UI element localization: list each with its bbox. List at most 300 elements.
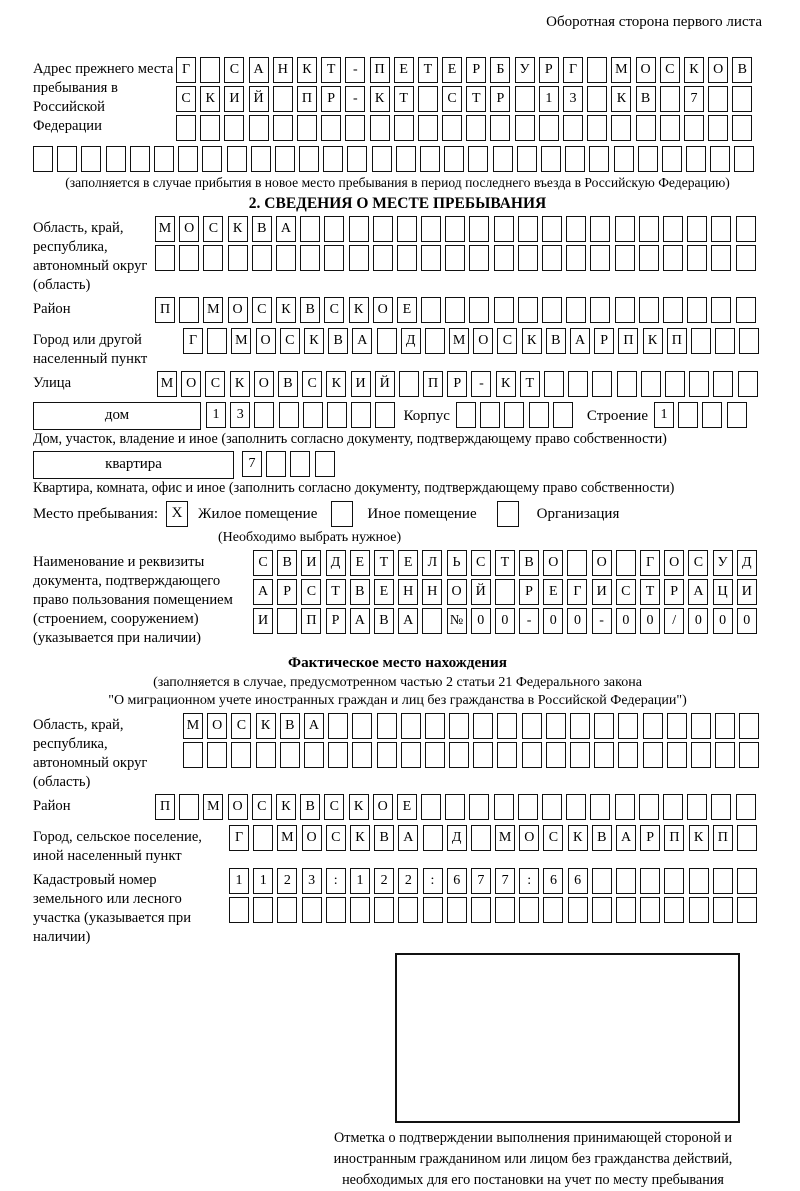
char-box[interactable]: И xyxy=(224,86,244,112)
char-box[interactable] xyxy=(471,825,491,851)
char-box[interactable]: В xyxy=(300,794,320,820)
char-box[interactable] xyxy=(273,115,293,141)
char-box[interactable]: : xyxy=(423,868,443,894)
char-box[interactable] xyxy=(708,115,728,141)
char-box[interactable] xyxy=(567,550,587,576)
char-box[interactable]: С xyxy=(471,550,491,576)
char-box[interactable]: С xyxy=(497,328,517,354)
char-box[interactable]: В xyxy=(300,297,320,323)
char-box[interactable] xyxy=(691,742,711,768)
char-box[interactable] xyxy=(715,328,735,354)
char-box[interactable] xyxy=(711,794,731,820)
char-box[interactable] xyxy=(736,297,756,323)
char-box[interactable] xyxy=(469,794,489,820)
char-box[interactable]: Н xyxy=(422,579,442,605)
char-box[interactable] xyxy=(592,371,612,397)
char-box[interactable]: Т xyxy=(394,86,414,112)
char-box[interactable] xyxy=(494,794,514,820)
char-box[interactable] xyxy=(504,402,524,428)
char-box[interactable]: Н xyxy=(398,579,418,605)
char-box[interactable] xyxy=(347,146,367,172)
char-box[interactable] xyxy=(421,245,441,271)
char-box[interactable]: О xyxy=(181,371,201,397)
char-box[interactable] xyxy=(154,146,174,172)
char-box[interactable] xyxy=(130,146,150,172)
char-box[interactable] xyxy=(328,742,348,768)
char-box[interactable]: 1 xyxy=(654,402,674,428)
char-box[interactable] xyxy=(727,402,747,428)
char-box[interactable]: - xyxy=(345,86,365,112)
char-box[interactable] xyxy=(207,742,227,768)
char-box[interactable] xyxy=(615,245,635,271)
char-box[interactable]: М xyxy=(277,825,297,851)
char-box[interactable] xyxy=(469,216,489,242)
char-box[interactable]: П xyxy=(155,794,175,820)
char-box[interactable] xyxy=(203,245,223,271)
char-box[interactable]: С xyxy=(302,371,322,397)
char-box[interactable]: Т xyxy=(520,371,540,397)
char-box[interactable] xyxy=(229,897,249,923)
char-box[interactable]: П xyxy=(423,371,443,397)
char-box[interactable] xyxy=(471,897,491,923)
char-box[interactable] xyxy=(689,371,709,397)
char-box[interactable] xyxy=(200,57,220,83)
char-box[interactable] xyxy=(202,146,222,172)
char-box[interactable]: - xyxy=(345,57,365,83)
char-box[interactable] xyxy=(300,216,320,242)
char-box[interactable] xyxy=(568,897,588,923)
char-box[interactable]: К xyxy=(370,86,390,112)
char-box[interactable] xyxy=(351,402,371,428)
char-box[interactable]: В xyxy=(277,550,297,576)
char-box[interactable] xyxy=(277,897,297,923)
char-box[interactable]: Г xyxy=(183,328,203,354)
char-box[interactable]: А xyxy=(616,825,636,851)
char-box[interactable]: У xyxy=(515,57,535,83)
char-box[interactable] xyxy=(710,146,730,172)
char-box[interactable] xyxy=(207,328,227,354)
char-box[interactable]: С xyxy=(616,579,636,605)
char-box[interactable]: Р xyxy=(539,57,559,83)
char-box[interactable] xyxy=(444,146,464,172)
char-box[interactable] xyxy=(662,146,682,172)
char-box[interactable] xyxy=(546,742,566,768)
char-box[interactable]: 0 xyxy=(567,608,587,634)
char-box[interactable]: 1 xyxy=(350,868,370,894)
char-box[interactable] xyxy=(542,245,562,271)
char-box[interactable] xyxy=(660,86,680,112)
char-box[interactable] xyxy=(590,245,610,271)
char-box[interactable] xyxy=(736,794,756,820)
char-box[interactable]: Р xyxy=(519,579,539,605)
char-box[interactable] xyxy=(418,115,438,141)
char-box[interactable]: Й xyxy=(375,371,395,397)
char-box[interactable]: О xyxy=(592,550,612,576)
char-box[interactable]: 0 xyxy=(737,608,757,634)
char-box[interactable] xyxy=(276,245,296,271)
char-box[interactable] xyxy=(275,146,295,172)
char-box[interactable]: О xyxy=(373,297,393,323)
char-box[interactable]: Т xyxy=(466,86,486,112)
char-box[interactable]: В xyxy=(546,328,566,354)
char-box[interactable]: О xyxy=(373,794,393,820)
char-box[interactable] xyxy=(713,371,733,397)
char-box[interactable] xyxy=(715,713,735,739)
char-box[interactable] xyxy=(565,146,585,172)
char-box[interactable] xyxy=(715,742,735,768)
char-box[interactable]: К xyxy=(349,297,369,323)
char-box[interactable]: В xyxy=(252,216,272,242)
char-box[interactable] xyxy=(643,742,663,768)
char-box[interactable] xyxy=(518,794,538,820)
char-box[interactable]: О xyxy=(207,713,227,739)
char-box[interactable] xyxy=(323,146,343,172)
char-box[interactable] xyxy=(352,713,372,739)
char-box[interactable]: С xyxy=(688,550,708,576)
char-box[interactable] xyxy=(279,402,299,428)
char-box[interactable] xyxy=(327,402,347,428)
char-box[interactable]: О xyxy=(256,328,276,354)
char-box[interactable]: П xyxy=(301,608,321,634)
char-box[interactable] xyxy=(179,794,199,820)
char-box[interactable] xyxy=(664,897,684,923)
char-box[interactable]: П xyxy=(370,57,390,83)
char-box[interactable] xyxy=(473,742,493,768)
char-box[interactable] xyxy=(592,868,612,894)
char-box[interactable]: С xyxy=(231,713,251,739)
char-box[interactable]: С xyxy=(324,297,344,323)
char-box[interactable] xyxy=(732,86,752,112)
char-box[interactable]: С xyxy=(205,371,225,397)
char-box[interactable]: Й xyxy=(471,579,491,605)
char-box[interactable] xyxy=(518,245,538,271)
char-box[interactable]: Е xyxy=(543,579,563,605)
char-box[interactable] xyxy=(691,328,711,354)
char-box[interactable] xyxy=(738,371,758,397)
char-box[interactable] xyxy=(352,742,372,768)
char-box[interactable] xyxy=(466,115,486,141)
char-box[interactable]: А xyxy=(398,825,418,851)
char-box[interactable]: Р xyxy=(277,579,297,605)
char-box[interactable] xyxy=(252,245,272,271)
char-box[interactable]: 2 xyxy=(374,868,394,894)
char-box[interactable]: Р xyxy=(326,608,346,634)
char-box[interactable] xyxy=(522,713,542,739)
char-box[interactable] xyxy=(736,216,756,242)
char-box[interactable]: И xyxy=(737,579,757,605)
char-box[interactable] xyxy=(566,216,586,242)
char-box[interactable] xyxy=(663,297,683,323)
char-box[interactable] xyxy=(639,245,659,271)
char-box[interactable]: Б xyxy=(490,57,510,83)
char-box[interactable]: Р xyxy=(640,825,660,851)
char-box[interactable]: К xyxy=(643,328,663,354)
char-box[interactable] xyxy=(396,146,416,172)
char-box[interactable]: С xyxy=(660,57,680,83)
char-box[interactable]: - xyxy=(592,608,612,634)
char-box[interactable]: М xyxy=(183,713,203,739)
char-box[interactable]: П xyxy=(297,86,317,112)
char-box[interactable] xyxy=(711,245,731,271)
char-box[interactable]: Н xyxy=(273,57,293,83)
char-box[interactable] xyxy=(689,868,709,894)
char-box[interactable] xyxy=(377,742,397,768)
char-box[interactable] xyxy=(33,146,53,172)
char-box[interactable]: Т xyxy=(326,579,346,605)
char-box[interactable] xyxy=(254,402,274,428)
char-box[interactable] xyxy=(643,713,663,739)
char-box[interactable]: Е xyxy=(374,579,394,605)
char-box[interactable]: А xyxy=(398,608,418,634)
char-box[interactable]: - xyxy=(471,371,491,397)
char-box[interactable] xyxy=(592,897,612,923)
char-box[interactable]: 7 xyxy=(684,86,704,112)
char-box[interactable] xyxy=(518,297,538,323)
char-box[interactable]: : xyxy=(519,868,539,894)
char-box[interactable] xyxy=(374,897,394,923)
char-box[interactable] xyxy=(713,868,733,894)
char-box[interactable]: Т xyxy=(321,57,341,83)
char-box[interactable]: В xyxy=(732,57,752,83)
char-box[interactable]: П xyxy=(664,825,684,851)
char-box[interactable] xyxy=(251,146,271,172)
char-box[interactable] xyxy=(518,216,538,242)
char-box[interactable]: Й xyxy=(249,86,269,112)
char-box[interactable] xyxy=(687,794,707,820)
char-box[interactable] xyxy=(590,216,610,242)
char-box[interactable] xyxy=(495,897,515,923)
char-box[interactable] xyxy=(373,216,393,242)
char-box[interactable]: Р xyxy=(447,371,467,397)
char-box[interactable]: М xyxy=(231,328,251,354)
char-box[interactable]: Г xyxy=(640,550,660,576)
char-box[interactable]: 3 xyxy=(302,868,322,894)
char-box[interactable] xyxy=(638,146,658,172)
char-box[interactable] xyxy=(449,713,469,739)
char-box[interactable] xyxy=(425,713,445,739)
char-box[interactable] xyxy=(734,146,754,172)
char-box[interactable] xyxy=(542,794,562,820)
char-box[interactable]: 0 xyxy=(495,608,515,634)
char-box[interactable] xyxy=(401,742,421,768)
char-box[interactable] xyxy=(297,115,317,141)
char-box[interactable] xyxy=(589,146,609,172)
char-box[interactable] xyxy=(445,216,465,242)
char-box[interactable]: Р xyxy=(321,86,341,112)
char-box[interactable] xyxy=(684,115,704,141)
char-box[interactable] xyxy=(422,608,442,634)
char-box[interactable] xyxy=(590,794,610,820)
char-box[interactable] xyxy=(711,297,731,323)
char-box[interactable] xyxy=(447,897,467,923)
char-box[interactable] xyxy=(253,897,273,923)
char-box[interactable]: В xyxy=(374,825,394,851)
checkbox-inoe[interactable] xyxy=(331,501,353,527)
char-box[interactable] xyxy=(155,245,175,271)
char-box[interactable] xyxy=(594,742,614,768)
char-box[interactable] xyxy=(544,371,564,397)
char-box[interactable]: 3 xyxy=(230,402,250,428)
char-box[interactable]: А xyxy=(276,216,296,242)
char-box[interactable]: Т xyxy=(640,579,660,605)
char-box[interactable] xyxy=(615,216,635,242)
char-box[interactable] xyxy=(640,897,660,923)
char-box[interactable] xyxy=(456,402,476,428)
char-box[interactable]: Г xyxy=(563,57,583,83)
char-box[interactable] xyxy=(664,868,684,894)
char-box[interactable] xyxy=(349,216,369,242)
char-box[interactable] xyxy=(445,245,465,271)
char-box[interactable]: 6 xyxy=(568,868,588,894)
char-box[interactable]: В xyxy=(350,579,370,605)
char-box[interactable] xyxy=(421,297,441,323)
char-box[interactable] xyxy=(302,897,322,923)
char-box[interactable] xyxy=(397,216,417,242)
char-box[interactable]: Е xyxy=(397,794,417,820)
char-box[interactable] xyxy=(179,297,199,323)
char-box[interactable]: А xyxy=(350,608,370,634)
char-box[interactable]: К xyxy=(326,371,346,397)
char-box[interactable]: 7 xyxy=(242,451,262,477)
char-box[interactable] xyxy=(686,146,706,172)
char-box[interactable]: № xyxy=(447,608,467,634)
char-box[interactable] xyxy=(373,245,393,271)
char-box[interactable] xyxy=(418,86,438,112)
char-box[interactable] xyxy=(529,402,549,428)
char-box[interactable] xyxy=(713,897,733,923)
char-box[interactable]: К xyxy=(230,371,250,397)
char-box[interactable]: О xyxy=(447,579,467,605)
char-box[interactable] xyxy=(324,245,344,271)
char-box[interactable]: Т xyxy=(495,550,515,576)
char-box[interactable] xyxy=(614,146,634,172)
char-box[interactable]: С xyxy=(176,86,196,112)
char-box[interactable]: Д xyxy=(737,550,757,576)
char-box[interactable]: К xyxy=(228,216,248,242)
char-box[interactable]: О xyxy=(228,794,248,820)
char-box[interactable]: 0 xyxy=(543,608,563,634)
char-box[interactable]: К xyxy=(200,86,220,112)
char-box[interactable] xyxy=(349,245,369,271)
char-box[interactable]: П xyxy=(667,328,687,354)
char-box[interactable] xyxy=(490,115,510,141)
char-box[interactable] xyxy=(227,146,247,172)
char-box[interactable] xyxy=(324,216,344,242)
dom-type-box[interactable]: дом xyxy=(33,402,201,430)
char-box[interactable] xyxy=(480,402,500,428)
char-box[interactable] xyxy=(494,216,514,242)
char-box[interactable] xyxy=(737,825,757,851)
char-box[interactable] xyxy=(328,713,348,739)
char-box[interactable] xyxy=(543,897,563,923)
char-box[interactable] xyxy=(570,713,590,739)
char-box[interactable]: В xyxy=(280,713,300,739)
char-box[interactable] xyxy=(594,713,614,739)
char-box[interactable] xyxy=(570,742,590,768)
char-box[interactable] xyxy=(563,115,583,141)
char-box[interactable]: К xyxy=(297,57,317,83)
char-box[interactable] xyxy=(702,402,722,428)
char-box[interactable]: А xyxy=(249,57,269,83)
char-box[interactable] xyxy=(515,115,535,141)
char-box[interactable]: К xyxy=(349,794,369,820)
checkbox-organizatsiya[interactable] xyxy=(497,501,519,527)
char-box[interactable] xyxy=(542,297,562,323)
char-box[interactable] xyxy=(224,115,244,141)
char-box[interactable]: О xyxy=(664,550,684,576)
char-box[interactable] xyxy=(468,146,488,172)
checkbox-zhiloe[interactable]: X xyxy=(166,501,188,527)
char-box[interactable]: О xyxy=(636,57,656,83)
char-box[interactable] xyxy=(708,86,728,112)
char-box[interactable] xyxy=(183,742,203,768)
char-box[interactable]: С xyxy=(252,297,272,323)
char-box[interactable] xyxy=(711,216,731,242)
char-box[interactable] xyxy=(375,402,395,428)
char-box[interactable]: Е xyxy=(394,57,414,83)
char-box[interactable] xyxy=(615,794,635,820)
char-box[interactable]: И xyxy=(351,371,371,397)
char-box[interactable] xyxy=(566,297,586,323)
char-box[interactable]: 1 xyxy=(253,868,273,894)
char-box[interactable]: И xyxy=(592,579,612,605)
char-box[interactable] xyxy=(663,216,683,242)
char-box[interactable]: : xyxy=(326,868,346,894)
char-box[interactable]: Д xyxy=(326,550,346,576)
char-box[interactable]: Т xyxy=(418,57,438,83)
char-box[interactable] xyxy=(616,897,636,923)
char-box[interactable] xyxy=(249,115,269,141)
char-box[interactable]: П xyxy=(713,825,733,851)
char-box[interactable] xyxy=(304,742,324,768)
char-box[interactable]: С xyxy=(301,579,321,605)
char-box[interactable] xyxy=(277,608,297,634)
char-box[interactable] xyxy=(200,115,220,141)
char-box[interactable] xyxy=(106,146,126,172)
char-box[interactable] xyxy=(618,742,638,768)
char-box[interactable]: Г xyxy=(229,825,249,851)
char-box[interactable]: Г xyxy=(176,57,196,83)
char-box[interactable]: / xyxy=(664,608,684,634)
char-box[interactable]: О xyxy=(519,825,539,851)
char-box[interactable]: Р xyxy=(664,579,684,605)
char-box[interactable] xyxy=(81,146,101,172)
char-box[interactable] xyxy=(473,713,493,739)
char-box[interactable]: В xyxy=(519,550,539,576)
char-box[interactable]: С xyxy=(442,86,462,112)
char-box[interactable] xyxy=(689,897,709,923)
char-box[interactable]: Е xyxy=(350,550,370,576)
char-box[interactable]: О xyxy=(302,825,322,851)
char-box[interactable] xyxy=(420,146,440,172)
char-box[interactable]: 7 xyxy=(471,868,491,894)
char-box[interactable]: Ь xyxy=(447,550,467,576)
char-box[interactable] xyxy=(739,713,759,739)
char-box[interactable]: С xyxy=(326,825,346,851)
char-box[interactable] xyxy=(495,579,515,605)
char-box[interactable] xyxy=(691,713,711,739)
char-box[interactable] xyxy=(421,216,441,242)
char-box[interactable] xyxy=(494,297,514,323)
char-box[interactable]: М xyxy=(611,57,631,83)
char-box[interactable]: 1 xyxy=(206,402,226,428)
char-box[interactable]: К xyxy=(350,825,370,851)
char-box[interactable]: К xyxy=(522,328,542,354)
char-box[interactable] xyxy=(587,115,607,141)
char-box[interactable]: 0 xyxy=(688,608,708,634)
char-box[interactable] xyxy=(566,794,586,820)
char-box[interactable] xyxy=(737,868,757,894)
